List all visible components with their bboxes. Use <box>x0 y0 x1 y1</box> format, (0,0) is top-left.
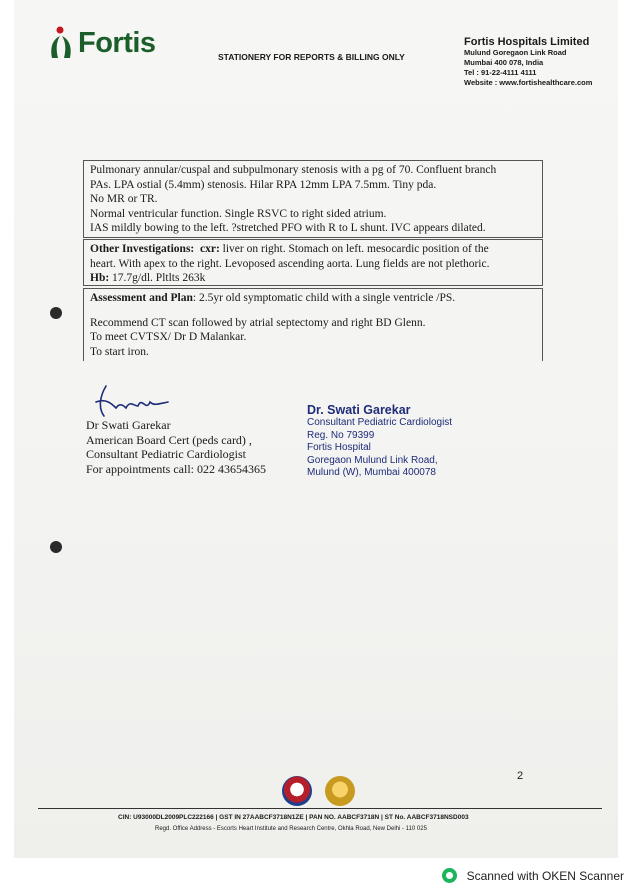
logo-text: Fortis <box>78 26 156 59</box>
doctor-cert: American Board Cert (peds card) , <box>86 432 252 447</box>
hb-label: Hb: <box>90 272 110 284</box>
hb-value: 17.7g/dl. Pltlts 263k <box>109 272 206 284</box>
cxr-text: liver on right. Stomach on left. mesocardic position of the <box>219 243 489 255</box>
plan-line-3: To start iron. <box>90 345 149 358</box>
stamp-reg: Reg. No 79399 <box>307 429 375 441</box>
scanner-text: Scanned with OKEN Scanner <box>466 868 624 883</box>
assessment-line-1 <box>90 291 536 306</box>
doctor-name: Dr Swati Garekar <box>86 418 171 432</box>
stationery-notice: STATIONERY FOR REPORTS & BILLING ONLY <box>218 52 405 62</box>
company-block <box>464 36 592 88</box>
investigations-line-3 <box>90 271 536 286</box>
investigations-line-2: heart. With apex to the right. Levoposed ascending aorta. Lung fields are not plethoric. <box>90 257 490 270</box>
company-address-2: Mumbai 400 078, India <box>464 58 544 67</box>
company-address-1: Mulund Goregaon Link Road <box>464 48 567 57</box>
footer-office-address: Regd. Office Address - Escorts Heart Institute and Research Centre, Okhla Road, New Delhi - 110 025 <box>155 826 427 832</box>
plan-line-1: Recommend CT scan followed by atrial septectomy and right BD Glenn. <box>90 316 426 329</box>
echo-line-2: PAs. LPA ostial (5.4mm) stenosis. Hilar RPA 12mm LPA 7.5mm. Tiny pda. <box>90 178 437 191</box>
assessment-text: : 2.5yr old symptomatic child with a single ventricle /PS. <box>192 292 456 304</box>
cxr-label: cxr: <box>200 243 220 255</box>
echo-line-4: Normal ventricular function. Single RSVC to right sided atrium. <box>90 207 387 220</box>
doctor-details <box>86 418 266 476</box>
stamp-address-2: Mulund (W), Mumbai 400078 <box>307 467 436 478</box>
doctor-title: Consultant Pediatric Cardiologist <box>86 447 246 461</box>
stamp-title: Consultant Pediatric Cardiologist <box>307 417 453 428</box>
echo-line-3: No MR or TR. <box>90 193 158 205</box>
echo-line-5: IAS mildly bowing to the left. ?stretched PFO with R to L shunt. IVC appears dilated. <box>90 222 486 234</box>
assessment-heading: Assessment and Plan <box>90 292 193 304</box>
footer-cin: CIN: U93000DL2009PLC222166 | GST IN 27AABCF3718N1ZE | PAN NO. AABCF3718N | ST No. AABCF3718NSD003 <box>118 814 469 821</box>
page-number: 2 <box>517 770 524 782</box>
gold-seal-icon <box>325 776 355 806</box>
scanner-watermark <box>442 868 624 883</box>
assessment-plan-box <box>83 288 543 361</box>
company-website: Website : www.fortishealthcare.com <box>464 78 593 87</box>
scanner-logo-icon <box>442 868 457 883</box>
other-investigations-box <box>83 239 543 286</box>
fortis-logo <box>46 26 156 60</box>
company-tel: Tel : 91-22-4111 4111 <box>464 68 537 77</box>
stamp-hospital: Fortis Hospital <box>307 442 371 453</box>
fortis-figure-icon <box>46 26 76 60</box>
stamp-name: Dr. Swati Garekar <box>307 403 411 417</box>
punch-hole-top <box>50 307 62 319</box>
echo-line-1: Pulmonary annular/cuspal and subpulmonary stenosis with a pg of 70. Confluent branch <box>90 164 497 176</box>
punch-hole-bottom <box>50 541 62 553</box>
footer-divider <box>38 808 602 809</box>
company-name: Fortis Hospitals Limited <box>464 36 590 48</box>
doctor-stamp <box>307 403 452 480</box>
doctor-appointments: For appointments call: 022 43654365 <box>86 461 266 476</box>
stamp-address-1: Goregaon Mulund Link Road, <box>307 454 438 466</box>
investigations-heading: Other Investigations: <box>90 243 195 255</box>
plan-line-2: To meet CVTSX/ Dr D Malankar. <box>90 331 247 343</box>
accreditation-seal-icon <box>282 776 312 806</box>
echo-findings-box <box>83 160 543 238</box>
investigations-line-1 <box>90 242 536 257</box>
